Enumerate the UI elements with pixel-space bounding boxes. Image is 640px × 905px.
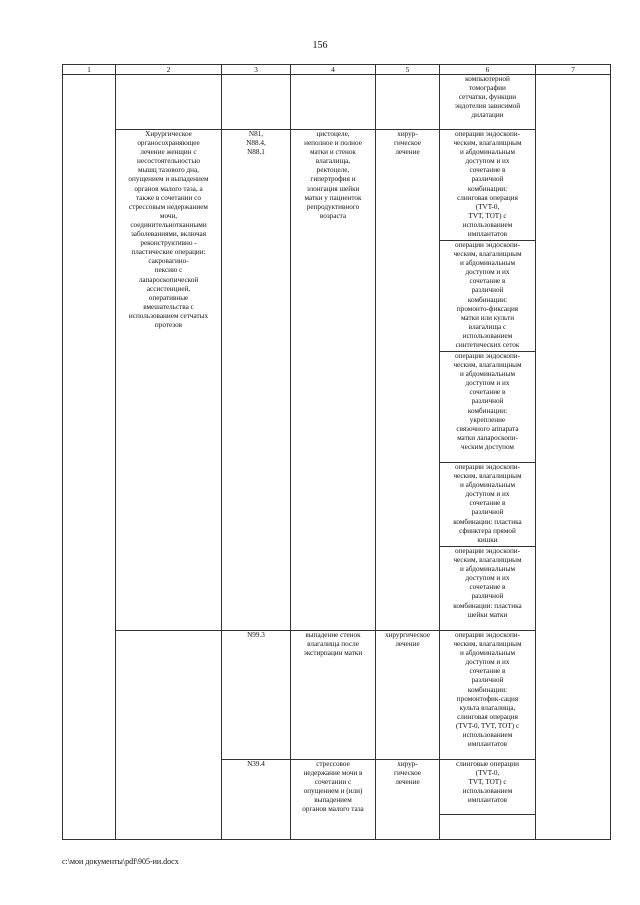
treatment-description: Хирургическое органосохраняющее лечение женщин с несостоятельностью мышц тазового дна, опущением и выпадением органов малого таза, а также в сочетании со стрессовым недержанием мочи, соединительнотканными заболеваниями, включая реконструктивно - пластические операции: сакровагино- пексию с лапароскопической ассистенцией, оперативные вмешательства с использованием сетчатых протезов — [116, 130, 222, 631]
cell-col1-empty — [63, 75, 116, 840]
treatment-method: операции эндоскопи- ческим, влагалищным и абдоминальным доступом и их сочетание в различной комбинации: промонто-фиксация матки или культи влагалища с использованием синтетических сеток — [440, 241, 536, 352]
treatment-type: хирургическое лечение — [376, 631, 440, 760]
icd-codes: N39.4 — [222, 760, 291, 840]
treatment-method: операции эндоскопи- ческим, влагалищным и абдоминальным доступом и их сочетание в различной комбинации: слинговая операция (TVT-0, TVT, TOT) с использованием имплантатов — [440, 130, 536, 241]
file-path-footer: c:\мои документы\pdf\905-ии.docx — [62, 857, 179, 866]
cell-col6-empty — [440, 815, 536, 840]
header-cell-7: 7 — [536, 65, 611, 75]
treatment-type: хирур- гическое лечение — [376, 130, 440, 631]
header-cell-4: 4 — [291, 65, 376, 75]
header-cell-6: 6 — [440, 65, 536, 75]
patient-model: цистоцеле, неполное и полное матки и стенок влагалища, ректоцеле, гипертрофия и элонгация шейки матки у пациенток репродуктивного возраста — [291, 130, 376, 631]
cell-col3-empty — [222, 75, 291, 130]
patient-model: стрессовое недержание мочи в сочетании с опущением и (или) выпадением органов малого таза — [291, 760, 376, 840]
table-row — [63, 631, 611, 760]
cell-col2-empty — [116, 75, 222, 130]
cell-col5-empty — [376, 75, 440, 130]
treatment-type: хирур- гическое лечение — [376, 760, 440, 840]
table-row — [63, 75, 611, 130]
cell-col7-empty — [536, 75, 611, 840]
treatment-description-empty — [116, 631, 222, 840]
header-row — [63, 65, 611, 75]
table-row — [63, 130, 611, 241]
treatment-method: операции эндоскопи- ческим, влагалищным и абдоминальным доступом и их сочетание в различной комбинации: пластика шейки матки — [440, 547, 536, 631]
header-cell-5: 5 — [376, 65, 440, 75]
header-cell-2: 2 — [116, 65, 222, 75]
treatment-method: операции эндоскопи- ческим, влагалищным и абдоминальным доступом и их сочетание в различной комбинации: пластика сфинктера прямой кишки — [440, 463, 536, 547]
header-cell-1: 1 — [63, 65, 116, 75]
icd-codes: N81, N88.4, N88.1 — [222, 130, 291, 631]
treatment-method: слинговые операции (TVT-0, TVT, TOT) с использованием имплантатов — [440, 760, 536, 815]
procedures-table — [62, 64, 611, 840]
page-number: 156 — [312, 40, 328, 51]
treatment-method: операции эндоскопи- ческим, влагалищным и абдоминальным доступом и их сочетание в различной комбинации: укрепление связочного аппарата матки лапароскопи- ческим доступом — [440, 352, 536, 463]
icd-codes: N99.3 — [222, 631, 291, 760]
patient-model: выпадение стенок влагалища после экстирпации матки — [291, 631, 376, 760]
header-cell-3: 3 — [222, 65, 291, 75]
cell-col4-empty — [291, 75, 376, 130]
treatment-method: операции эндоскопи- ческим, влагалищным и абдоминальным доступом и их сочетание в различной комбинации: промонтофик-сация культа влагалища, слинговая операция (TVT-0, TVT, TOT) с использованием имплантатов — [440, 631, 536, 760]
cell-col6-continuation: компьютерной томографии сетчатки, функции эндотелия зависимой дилатации — [440, 75, 536, 130]
